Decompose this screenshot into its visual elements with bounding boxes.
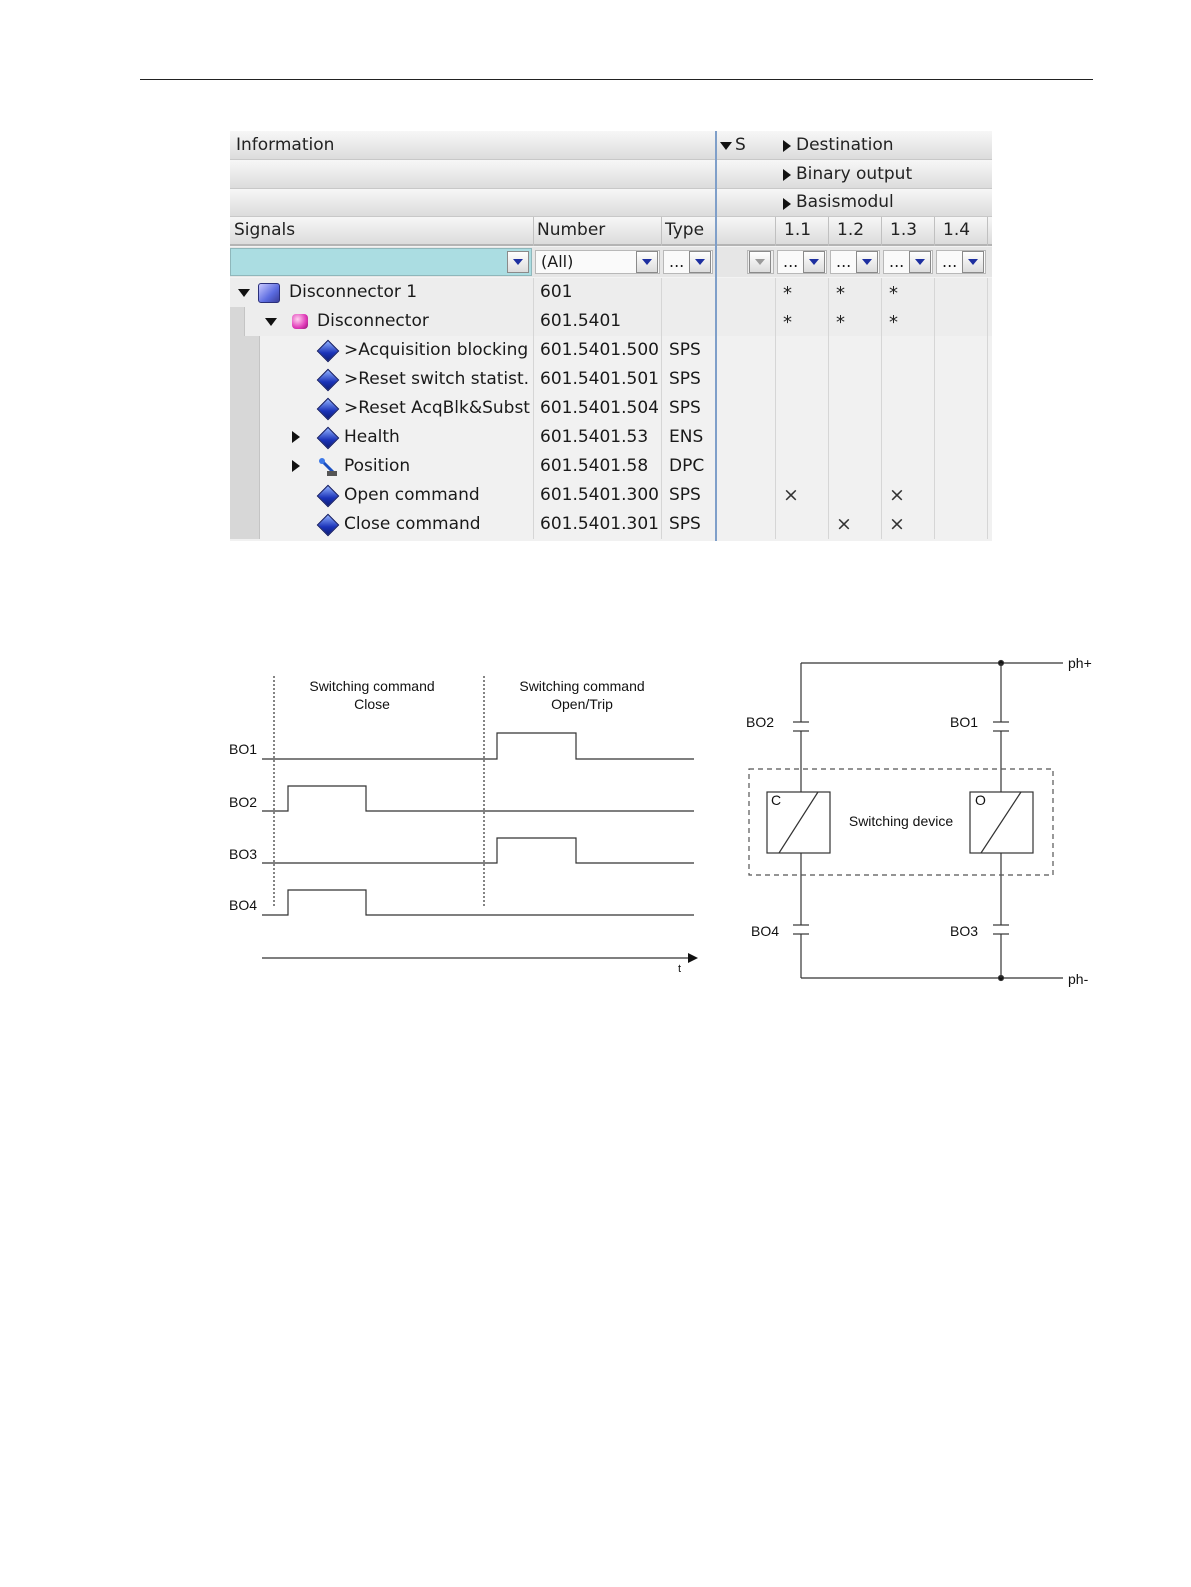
signal-number: 601.5401.500 — [540, 340, 659, 360]
ph-plus-label: ph+ — [1068, 655, 1092, 671]
timing-labels — [229, 678, 681, 975]
routing-assigned-mark[interactable]: × — [889, 484, 905, 506]
signal-number: 601 — [540, 282, 573, 302]
signal-number: 601.5401.53 — [540, 427, 649, 447]
bo4-label: BO4 — [229, 897, 258, 913]
column-1-2-filter-value: ... — [836, 252, 852, 271]
bo1-contact-label: BO1 — [950, 714, 979, 730]
column-1-3-header[interactable]: 1.3 — [890, 220, 918, 240]
bo4-contact-label: BO4 — [751, 923, 780, 939]
signal-label: Health — [344, 427, 400, 447]
routing-assigned-mark[interactable]: × — [836, 513, 852, 535]
destination-header[interactable]: Destination — [796, 135, 894, 155]
bo3-contact-label: BO3 — [950, 923, 979, 939]
routing-partial-mark[interactable]: * — [889, 312, 898, 333]
signal-number: 601.5401.58 — [540, 456, 649, 476]
routing-assigned-mark[interactable]: × — [783, 484, 799, 506]
basismodul-header[interactable]: Basismodul — [796, 192, 894, 212]
column-1-4-filter-value: ... — [942, 252, 958, 271]
column-1-4-header[interactable]: 1.4 — [943, 220, 971, 240]
routing-assigned-mark[interactable]: × — [889, 513, 905, 535]
signal-number: 601.5401 — [540, 311, 622, 331]
open-coil-label: O — [975, 792, 986, 808]
signal-type: ENS — [669, 427, 704, 447]
signal-number: 601.5401.301 — [540, 514, 659, 534]
signal-label: >Reset AcqBlk&Subst — [344, 398, 530, 418]
s-column-header[interactable]: S — [735, 135, 746, 155]
phase-open-line2: Open/Trip — [551, 696, 613, 712]
signal-label: >Acquisition blocking — [344, 340, 529, 360]
circuit-labels — [746, 655, 1092, 987]
open-coil-slash — [981, 792, 1021, 853]
close-coil-slash — [779, 792, 818, 853]
signal-label: Disconnector — [317, 311, 429, 331]
number-column-header[interactable]: Number — [537, 220, 606, 240]
number-filter-value: (All) — [541, 252, 574, 271]
binary-output-header[interactable]: Binary output — [796, 164, 913, 184]
signal-type: DPC — [669, 456, 705, 476]
column-1-2-header[interactable]: 1.2 — [837, 220, 865, 240]
signals-column-header[interactable]: Signals — [234, 220, 296, 240]
signal-type: SPS — [669, 340, 701, 360]
bo2-label: BO2 — [229, 794, 258, 810]
type-filter-value: ... — [669, 252, 685, 271]
signal-number: 601.5401.501 — [540, 369, 659, 389]
bo2-contact-label: BO2 — [746, 714, 775, 730]
type-column-header[interactable]: Type — [665, 220, 705, 240]
timing-diagram — [262, 676, 698, 963]
bo1-waveform — [262, 733, 694, 759]
signal-label: >Reset switch statist. — [344, 369, 530, 389]
routing-partial-mark[interactable]: * — [783, 283, 792, 304]
signal-label: Disconnector 1 — [289, 282, 418, 302]
column-1-1-header[interactable]: 1.1 — [784, 220, 812, 240]
bo1-label: BO1 — [229, 741, 258, 757]
phase-open-line1: Switching command — [519, 678, 645, 694]
bo3-waveform — [262, 838, 694, 863]
signal-label: Open command — [344, 485, 480, 505]
signal-type: SPS — [669, 485, 701, 505]
routing-partial-mark[interactable]: * — [836, 312, 845, 333]
information-header: Information — [236, 135, 335, 155]
signal-type: SPS — [669, 514, 701, 534]
phase-close-line2: Close — [354, 696, 390, 712]
switching-device-label: Switching device — [848, 813, 954, 829]
phase-close-line1: Switching command — [309, 678, 435, 694]
routing-partial-mark[interactable]: * — [836, 283, 845, 304]
column-1-1-filter-value: ... — [783, 252, 799, 271]
signal-number: 601.5401.504 — [540, 398, 659, 418]
signal-number: 601.5401.300 — [540, 485, 659, 505]
bo4-waveform — [262, 890, 694, 915]
signal-type: SPS — [669, 398, 701, 418]
bo3-label: BO3 — [229, 846, 258, 862]
signal-label: Position — [344, 456, 411, 476]
close-coil-label: C — [771, 792, 782, 808]
bo2-waveform — [262, 786, 694, 811]
time-axis-arrow-icon — [688, 953, 698, 963]
routing-partial-mark[interactable]: * — [783, 312, 792, 333]
signal-type: SPS — [669, 369, 701, 389]
ph-minus-label: ph- — [1068, 971, 1089, 987]
routing-partial-mark[interactable]: * — [889, 283, 898, 304]
signal-label: Close command — [344, 514, 481, 534]
time-axis-label: t — [678, 963, 682, 975]
column-1-3-filter-value: ... — [889, 252, 905, 271]
